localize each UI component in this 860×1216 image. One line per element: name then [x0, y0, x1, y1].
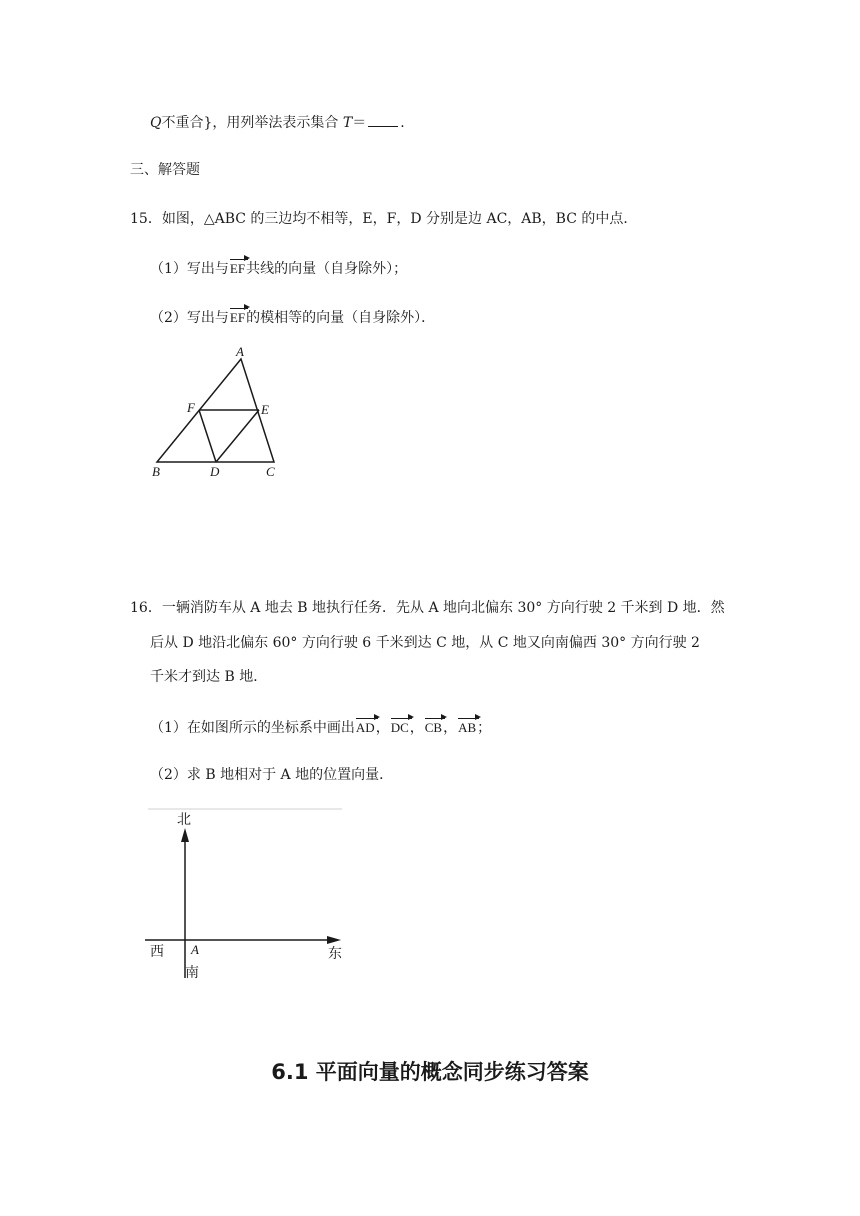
label-b: B	[152, 464, 160, 479]
vector-ef: EF	[230, 306, 245, 325]
problem-16-line3: 千米才到达 B 地．	[150, 669, 268, 685]
sep: ，	[375, 720, 390, 736]
vector-ab: AB	[458, 716, 476, 735]
answer-blank	[368, 112, 398, 127]
q1-post: ；	[477, 720, 492, 736]
south-label: 南	[185, 965, 199, 981]
problem-15-q2	[150, 306, 435, 328]
problem-16-q1	[150, 716, 491, 738]
label-e: E	[261, 402, 269, 417]
var-q: Q	[150, 115, 162, 131]
top-line	[150, 112, 405, 133]
q2-post: 的模相等的向量（自身除外）．	[246, 310, 436, 326]
origin-label: A	[191, 942, 199, 957]
label-d: D	[210, 464, 220, 479]
label-f: F	[187, 400, 195, 415]
vector-dc: DC	[391, 716, 409, 735]
label-a: A	[236, 344, 244, 359]
vector-ef: EF	[230, 257, 245, 276]
answer-title: 6.1 平面向量的概念同步练习答案	[271, 1060, 589, 1084]
vector-ad: AD	[356, 716, 375, 735]
var-t: T	[342, 115, 353, 131]
problem-16-line2: 后从 D 地沿北偏东 60° 方向行驶 6 千米到达 C 地，从 C 地又向南偏西 30° 方向行驶 2	[150, 635, 700, 651]
problem-16-q2: （2）求 B 地相对于 A 地的位置向量．	[150, 767, 394, 783]
top-line-end: .	[400, 115, 405, 131]
q1-pre: （1）在如图所示的坐标系中画出	[150, 720, 355, 736]
vector-cb: CB	[425, 716, 442, 735]
q1-post: 共线的向量（自身除外）；	[246, 261, 408, 277]
east-label: 东	[328, 946, 342, 962]
problem-15-stem: 15．如图，△ABC 的三边均不相等，E，F，D 分别是边 AC，AB，BC 的中点．	[130, 211, 638, 227]
problem-16-line1: 16．一辆消防车从 A 地去 B 地执行任务．先从 A 地向北偏东 30° 方向行驶 2 千米到 D 地．然	[130, 600, 725, 616]
top-line-text: 不重合}，用列举法表示集合	[161, 115, 343, 131]
sep: ，	[443, 720, 458, 736]
label-c: C	[266, 464, 275, 479]
problem-15-q1	[150, 257, 407, 279]
north-label: 北	[177, 812, 191, 828]
sep: ，	[409, 720, 424, 736]
west-label: 西	[150, 944, 164, 960]
coordinate-figure	[145, 800, 345, 980]
q1-pre: （1）写出与	[150, 261, 229, 277]
section-header: 三、解答题	[130, 162, 200, 178]
triangle-figure	[140, 340, 300, 480]
q2-pre: （2）写出与	[150, 310, 229, 326]
equals-sign: ＝	[352, 115, 367, 131]
